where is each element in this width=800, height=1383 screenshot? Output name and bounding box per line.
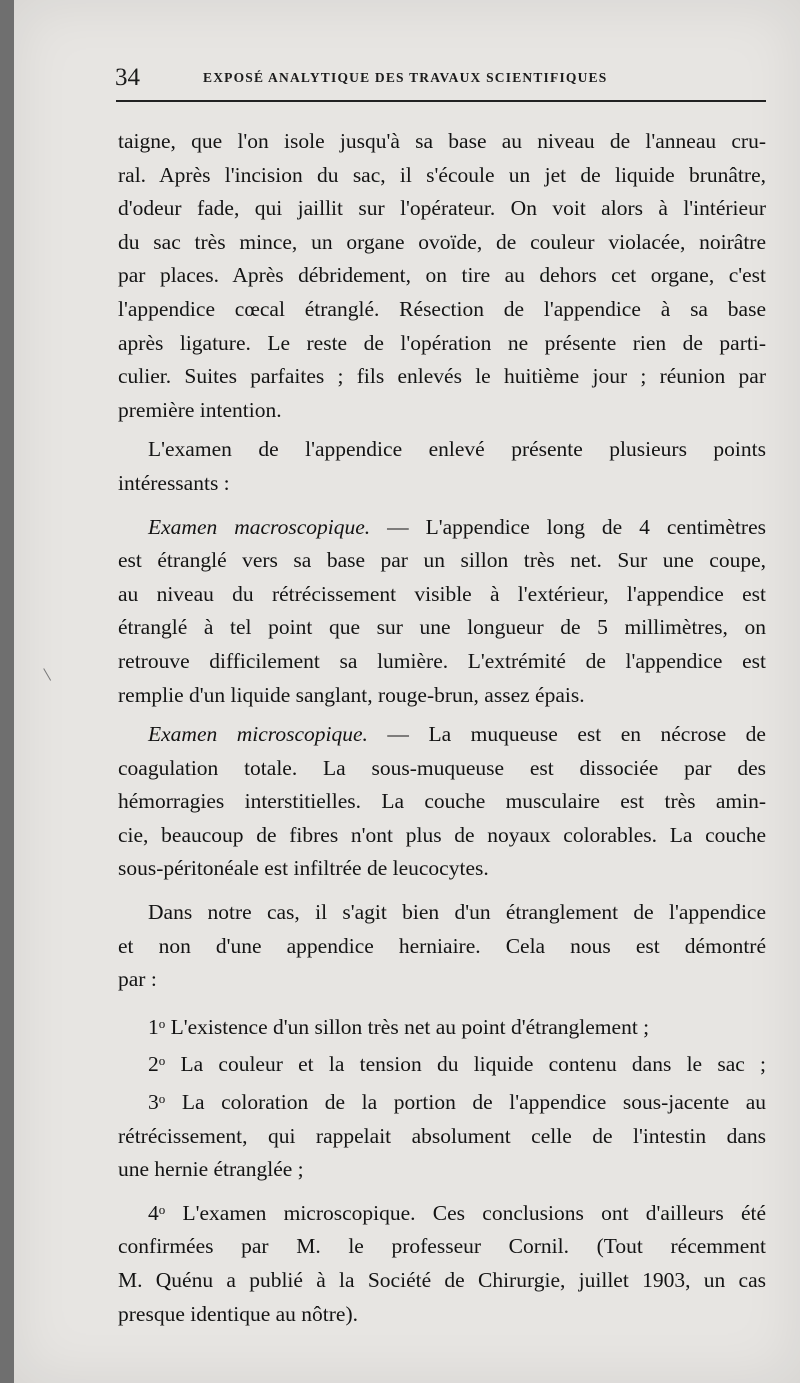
ordinal-mark: o bbox=[158, 1091, 166, 1107]
paragraph-2 bbox=[118, 433, 766, 500]
text-span: — La muqueuse est en nécrose de bbox=[367, 722, 766, 747]
section-lead: Examen microscopique. bbox=[148, 722, 368, 747]
paragraph-macroscopic bbox=[118, 511, 766, 713]
text-line: étranglé à tel point que sur une longueur de 5 millimètres, on bbox=[118, 615, 766, 640]
list-item bbox=[118, 1007, 766, 1045]
text-line: hémorragies interstitielles. La couche musculaire est très amin- bbox=[118, 789, 766, 814]
text-line: par places. Après débridement, on tire au dehors cet organe, c'est bbox=[118, 263, 766, 288]
text-line: une hernie étranglée ; bbox=[118, 1157, 304, 1182]
ordinal-mark: o bbox=[158, 1015, 166, 1031]
text-line: ral. Après l'incision du sac, il s'écoule un jet de liquide brunâtre, bbox=[118, 162, 766, 187]
header-rule bbox=[116, 100, 766, 102]
text-line bbox=[118, 511, 766, 545]
list-text: La couleur et la tension du liquide contenu dans le sac ; bbox=[165, 1052, 766, 1077]
text-line: M. Quénu a publié à la Société de Chirurgie, juillet 1903, un cas bbox=[118, 1268, 766, 1292]
text-line: rétrécissement, qui rappelait absolument celle de l'intestin dans bbox=[118, 1123, 766, 1148]
text-line: cie, beaucoup de fibres n'ont plus de noyaux colorables. La couche bbox=[118, 822, 766, 847]
text-line: presque identique au nôtre). bbox=[118, 1301, 358, 1326]
text-span: — L'appendice long de 4 centimètres bbox=[370, 514, 766, 539]
paragraph-conclusion bbox=[118, 896, 766, 997]
body-text bbox=[118, 125, 766, 1331]
text-line: par : bbox=[118, 967, 157, 992]
text-line bbox=[118, 718, 766, 752]
list-text: La coloration de la portion de l'appendice sous-jacente au bbox=[165, 1090, 766, 1115]
ordinal-mark: o bbox=[158, 1201, 166, 1217]
text-line: du sac très mince, un organe ovoïde, de couleur violacée, noirâtre bbox=[118, 229, 766, 254]
list-number: 2 bbox=[148, 1052, 159, 1077]
page-number: 34 bbox=[115, 64, 140, 91]
list-text: L'existence d'un sillon très net au point d'étranglement ; bbox=[165, 1014, 650, 1039]
running-title: EXPOSÉ ANALYTIQUE DES TRAVAUX SCIENTIFIQUES bbox=[203, 70, 608, 85]
text-line: première intention. bbox=[118, 397, 282, 422]
text-line: taigne, que l'on isole jusqu'à sa base au niveau de l'anneau cru- bbox=[118, 129, 766, 153]
list-number: 4 bbox=[148, 1200, 159, 1225]
text-line: intéressants : bbox=[118, 470, 230, 495]
text-line: l'appendice cœcal étranglé. Résection de l'appendice à sa base bbox=[118, 296, 766, 321]
text-line: culier. Suites parfaites ; fils enlevés le huitième jour ; réunion par bbox=[118, 364, 766, 389]
text-line: au niveau du rétrécissement visible à l'extérieur, l'appendice est bbox=[118, 581, 766, 606]
text-line: retrouve difficilement sa lumière. L'extrémité de l'appendice est bbox=[118, 648, 766, 673]
text-line: confirmées par M. le professeur Cornil. (Tout récemment bbox=[118, 1234, 766, 1259]
text-line: remplie d'un liquide sanglant, rouge-brun, assez épais. bbox=[118, 682, 585, 707]
text-line: coagulation totale. La sous-muqueuse est dissociée par des bbox=[118, 755, 766, 780]
page-header bbox=[115, 62, 775, 98]
ordinal-mark: o bbox=[158, 1053, 166, 1069]
numbered-list bbox=[118, 1007, 766, 1331]
list-item bbox=[118, 1044, 766, 1082]
list-number: 3 bbox=[148, 1090, 159, 1115]
text-line: après ligature. Le reste de l'opération ne présente rien de parti- bbox=[118, 330, 766, 355]
text-line: L'examen de l'appendice enlevé présente plusieurs points bbox=[148, 437, 766, 462]
text-line: est étranglé vers sa base par un sillon très net. Sur une coupe, bbox=[118, 548, 766, 573]
paragraph-1 bbox=[118, 125, 766, 427]
paragraph-microscopic bbox=[118, 718, 766, 886]
text-line: sous-péritonéale est infiltrée de leucocytes. bbox=[118, 856, 489, 881]
list-item bbox=[118, 1193, 766, 1231]
list-text: L'examen microscopique. Ces conclusions ont d'ailleurs été bbox=[165, 1200, 766, 1225]
text-line: Dans notre cas, il s'agit bien d'un étranglement de l'appendice bbox=[148, 900, 766, 925]
text-line: et non d'une appendice herniaire. Cela nous est démontré bbox=[118, 933, 766, 958]
list-number: 1 bbox=[148, 1014, 159, 1039]
margin-pencil-mark bbox=[43, 663, 60, 681]
section-lead: Examen macroscopique. bbox=[148, 514, 371, 539]
list-item bbox=[118, 1082, 766, 1120]
text-line: d'odeur fade, qui jaillit sur l'opérateur. On voit alors à l'intérieur bbox=[118, 196, 766, 221]
